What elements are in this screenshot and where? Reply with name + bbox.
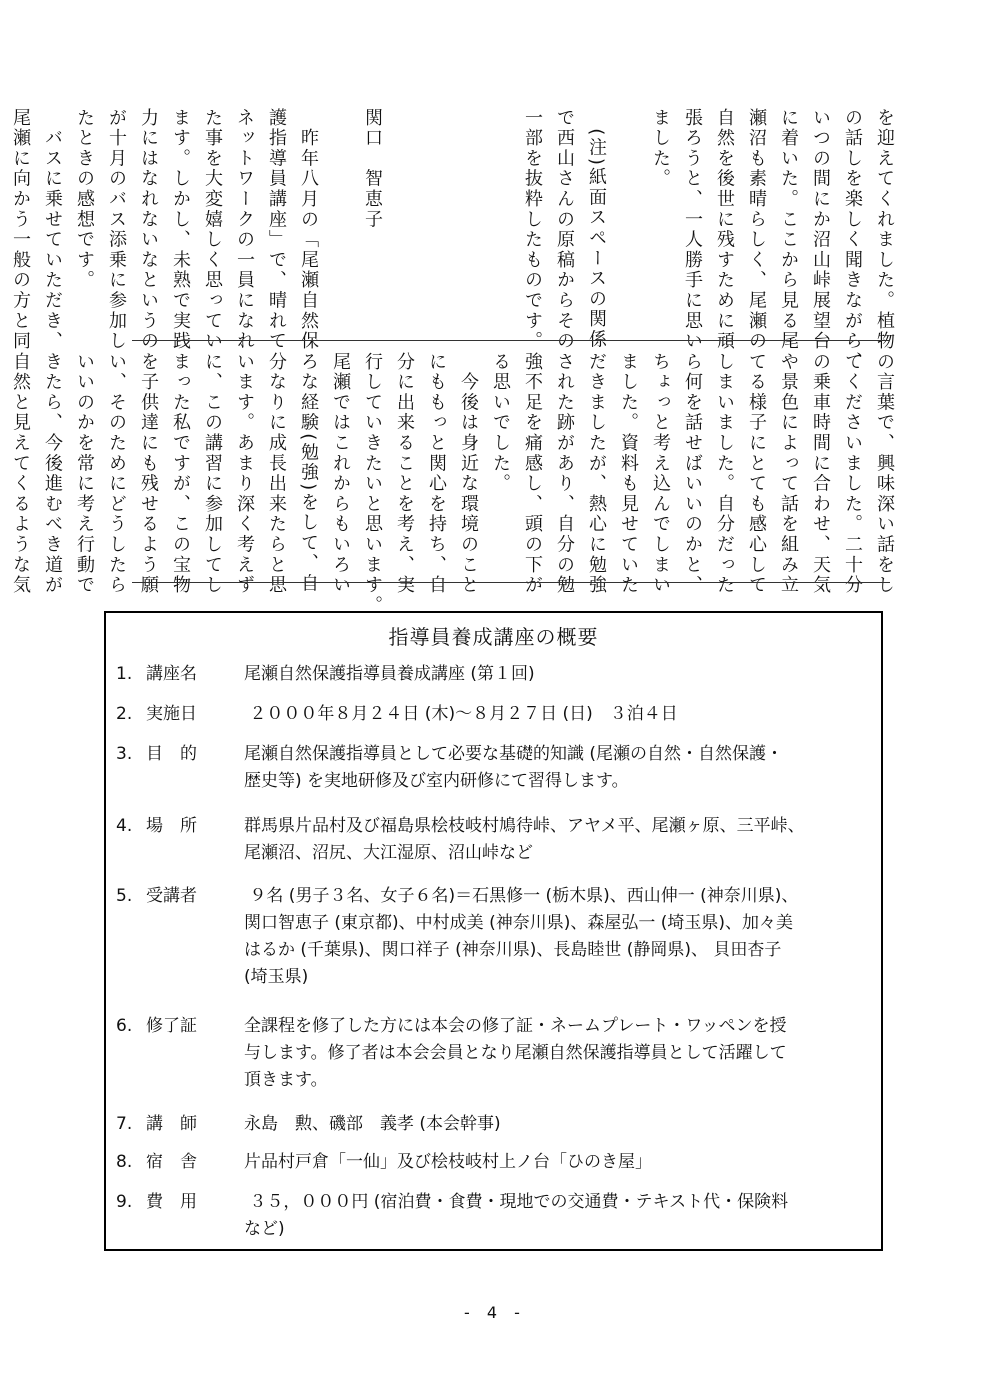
item-number: 9. [116,1192,133,1212]
item-number: 1. [116,664,133,684]
item-value: 片品村戸倉「一仙」及び桧枝岐村上ノ台「ひのき屋」 [244,1152,652,1172]
item-label: 受講者 [146,886,197,906]
page-number: - 4 - [464,1303,526,1322]
item-label: 場 所 [146,816,197,836]
item-label: 宿 舎 [146,1152,197,1172]
item-value: ９名 (男子３名、女子６名)＝石黒修一 (栃木県)、西山伸一 (神奈川県)、 関口智恵子 (東京都)、中村成美 (神奈川県)、森屋弘一 (埼玉県)、加々美 はるか (千葉県)、関口祥子 (神奈川県)、長島睦世 (静岡県)、 貝田杏子 (埼玉県) [244,886,799,987]
item-number: 2. [116,704,133,724]
item-label: 講座名 [146,664,197,684]
item-value: ２０００年８月２４日 (木)～８月２７日 (日) ３泊４日 [244,704,678,724]
item-number: 6. [116,1016,133,1036]
section-divider [132,582,890,583]
item-label: 費 用 [146,1192,197,1212]
item-value: ３５，０００円 (宿泊費・食費・現地での交通費・テキスト代・保険料 など) [244,1192,789,1239]
section-divider [132,340,890,341]
item-number: 4. [116,816,133,836]
item-label: 目 的 [146,744,197,764]
lower-article-text: の言葉で、興味深い話をし てくださいました。二十分 の乗車時間に合わせ、天気 や景色によって話を組み立 てる様子にとても感心して しまいました。自分だった ら何を話せばいいのかと、 ちょっと考え込んでしまい ました。資料も見せていた だきましたが、熱心に勉強 された跡があり、自分の勉 強不足を痛感し、頭の下が る思いでした。 今後は身近な環境のこと にももっと関心を持ち、自 分に出来ることを考え、実 行していきたいと思います。 尾瀬ではこれからもいろい ろな経験(勉強)をして、自 分なりに成長出来たらと思 います。あまり深く考えず に、この講習に参加してし まった私ですが、この宝物 を子供達にも残せるよう願 い、そのためにどうしたら いいのかを常に考え行動で きたら、今後進むべき道が 自然と見えてくるような気 [10,352,895,616]
item-number: 7. [116,1114,133,1134]
upper-article-text: を迎えてくれました。植物 の話しを楽しく聞きながら、 いつの間にか沼山峠展望台 に着いた。ここから見る尾 瀬沼も素晴らしく、尾瀬の 自然を後世に残すために頑 張ろうと、一人勝手に思い ました。 (注)紙面スペースの関係 で西山さんの原稿からその 一部を抜粋したものです。 関口 智恵子 昨年八月の「尾瀬自然保 護指導員講座」で、晴れて ネットワークの一員になれ た事を大変嬉しく思ってい ます。しかし、未熟で実践 力にはなれないなというの が十月のバス添乗に参加し たときの感想です。 バスに乗せていただき、 尾瀬に向かう一般の方と同 [10,108,895,372]
item-value: 全課程を修了した方には本会の修了証・ネームプレート・ワッペンを授 与します。修了者は本会会員となり尾瀬自然保護指導員として活躍して 頂きます。 [244,1016,787,1090]
summary-title: 指導員養成講座の概要 [388,625,599,649]
item-value: 尾瀬自然保護指導員として必要な基礎的知識 (尾瀬の自然・自然保護・ 歴史等) を実地研修及び室内研修にて習得します。 [244,744,784,791]
item-label: 実施日 [146,704,197,724]
item-number: 5. [116,886,133,906]
item-label: 講 師 [146,1114,197,1134]
item-value: 永島 勲、磯部 義孝 (本会幹事) [244,1114,501,1134]
item-value: 群馬県片品村及び福島県桧枝岐村鳩待峠、アヤメ平、尾瀬ヶ原、三平峠、 尾瀬沼、沼尻、大江湿原、沼山峠など [244,816,805,863]
summary-box [104,611,883,1251]
item-label: 修了証 [146,1016,197,1036]
item-value: 尾瀬自然保護指導員養成講座 (第１回) [244,664,535,684]
item-number: 3. [116,744,133,764]
item-number: 8. [116,1152,133,1172]
